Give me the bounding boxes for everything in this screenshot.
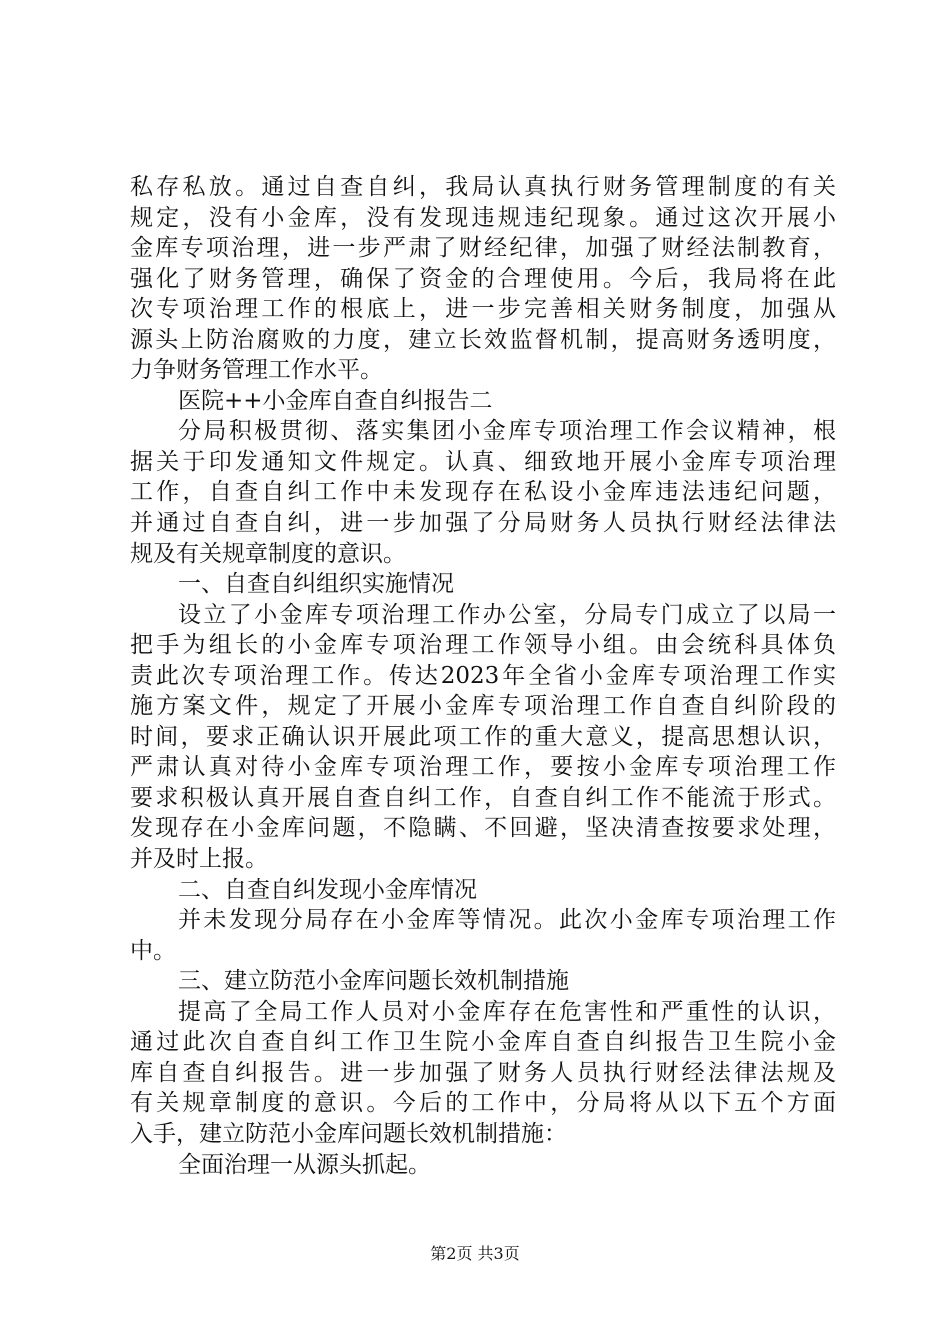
text-line: 工作，自查自纠工作中未发现存在私设小金库违法违纪问题， [130, 479, 836, 506]
section-heading [130, 386, 836, 417]
paragraph [130, 1150, 836, 1181]
paragraph [130, 600, 836, 875]
paragraph [130, 416, 836, 569]
text-line: 入手，建立防范小金库问题长效机制措施： [130, 1120, 567, 1147]
text-line: 二、自查自纠发现小金库情况 [178, 876, 477, 903]
text-line: 并未发现分局存在小金库等情况。此次小金库专项治理工作 [178, 907, 836, 934]
text-line: 全面治理一从源头抓起。 [178, 1151, 431, 1178]
text-line: 并通过自查自纠，进一步加强了分局财务人员执行财经法律法 [130, 510, 836, 537]
text-line: 一、自查自纠组织实施情况 [178, 571, 454, 598]
page-footer: 第2页 共3页 [430, 1244, 520, 1263]
text-line: 源头上防治腐败的力度，建立长效监督机制，提高财务透明度， [130, 326, 836, 353]
text-line: 并及时上报。 [130, 846, 268, 873]
text-line: 提高了全局工作人员对小金库存在危害性和严重性的认识， [178, 998, 836, 1025]
text-line: 分局积极贯彻、落实集团小金库专项治理工作会议精神，根 [178, 418, 836, 445]
paragraph [130, 905, 836, 966]
paragraph [130, 997, 836, 1150]
text-line: 据关于印发通知文件规定。认真、细致地开展小金库专项治理 [130, 448, 836, 475]
section-heading [130, 875, 836, 906]
text-line: 要求积极认真开展自查自纠工作，自查自纠工作不能流于形式。 [130, 784, 836, 811]
text-line: 严肃认真对待小金库专项治理工作，要按小金库专项治理工作 [130, 754, 836, 781]
text-line: 施方案文件，规定了开展小金库专项治理工作自查自纠阶段的 [130, 693, 836, 720]
text-line: 强化了财务管理，确保了资金的合理使用。今后，我局将在此 [130, 265, 836, 292]
paragraph [130, 172, 836, 386]
text-line: 责此次专项治理工作。传达2023年全省小金库专项治理工作实 [130, 662, 836, 689]
text-line: 医院++小金库自查自纠报告二 [178, 387, 493, 414]
text-line: 金库专项治理，进一步严肃了财经纪律，加强了财经法制教育， [130, 235, 836, 262]
section-heading [130, 569, 836, 600]
text-line: 规及有关规章制度的意识。 [130, 540, 406, 567]
text-line: 规定，没有小金库，没有发现违规违纪现象。通过这次开展小 [130, 204, 836, 231]
text-line: 中。 [130, 937, 176, 964]
text-line: 力争财务管理工作水平。 [130, 357, 383, 384]
section-heading [130, 966, 836, 997]
document-body [130, 172, 836, 1180]
text-line: 次专项治理工作的根底上，进一步完善相关财务制度，加强从 [130, 296, 836, 323]
text-line: 三、建立防范小金库问题长效机制措施 [178, 968, 569, 995]
text-line: 把手为组长的小金库专项治理工作领导小组。由会统科具体负 [130, 632, 836, 659]
text-line: 私存私放。通过自查自纠，我局认真执行财务管理制度的有关 [130, 174, 836, 200]
text-line: 有关规章制度的意识。今后的工作中，分局将从以下五个方面 [130, 1090, 836, 1117]
text-line: 时间，要求正确认识开展此项工作的重大意义，提高思想认识， [130, 723, 836, 750]
text-line: 发现存在小金库问题，不隐瞒、不回避，坚决清查按要求处理， [130, 815, 836, 842]
text-line: 通过此次自查自纠工作卫生院小金库自查自纠报告卫生院小金 [130, 1029, 836, 1056]
text-line: 设立了小金库专项治理工作办公室，分局专门成立了以局一 [178, 601, 836, 628]
text-line: 库自查自纠报告。进一步加强了财务人员执行财经法律法规及 [130, 1059, 836, 1086]
